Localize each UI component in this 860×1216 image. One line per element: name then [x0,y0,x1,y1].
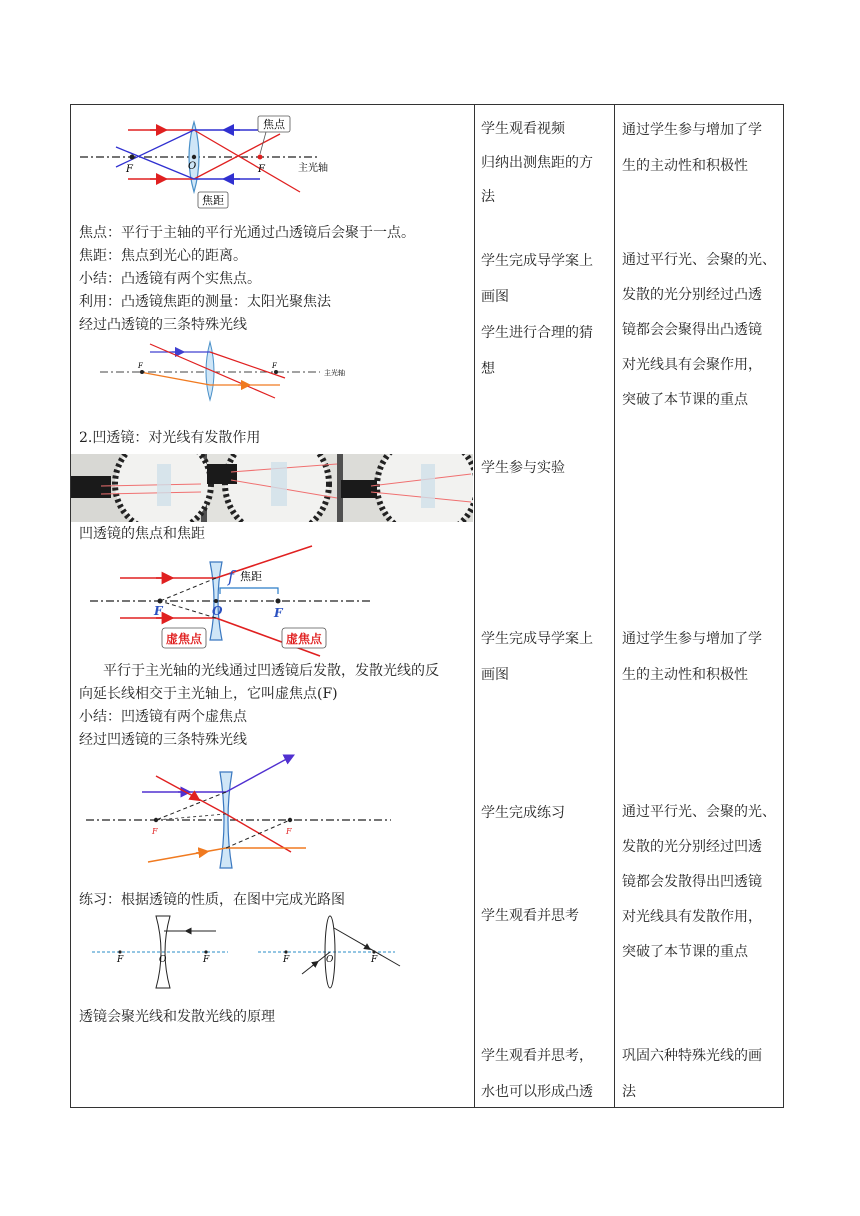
caption-concave-focus: 凹透镜的焦点和焦距 [79,526,205,542]
col2-r1-line: 学生观看视频 [481,121,565,137]
exercise-f3: F [283,955,290,965]
axis-label: 主光轴 [298,163,328,174]
focal-length-label: 焦距 [202,194,224,207]
f-symbol: f [228,567,234,586]
concave-rays-diagram [86,756,396,876]
convex-rays-diagram [100,340,360,402]
exercise-o1: O [159,955,167,965]
col2-r4 [481,621,593,693]
focus-label: 焦点 [263,118,285,131]
experiment-photo-art [71,454,473,522]
f-right-label: F [274,606,283,620]
para-summary2: 小结：凹透镜有两个虚焦点 [79,709,247,725]
f-right-label: F [258,164,265,175]
col3-r1-line: 生的主动性和积极性 [622,158,748,174]
col2-r6 [481,898,579,934]
para-virtual-focus-1: 平行于主光轴的光线通过凹透镜后发散，发散光线的反 [103,663,439,679]
para-three-rays-convex: 经过凸透镜的三条特殊光线 [79,317,247,333]
col3-r2-line: 镜都会会聚得出凸透镜 [622,322,762,338]
col2-r3 [481,450,565,486]
col3-r1-line: 通过学生参与增加了学 [622,122,762,138]
f-left-label: F [126,164,133,175]
column-divider-2 [614,105,615,1107]
o-label: O [212,604,223,618]
col3-r4-line: 突破了本节课的重点 [622,944,748,960]
col3-r3-line: 通过学生参与增加了学 [622,631,762,647]
f-left-label: F [154,604,163,618]
col3-r2-line: 发散的光分别经过凸透 [622,287,762,303]
experiment-photo-strip [71,454,473,522]
para-three-rays-concave: 经过凹透镜的三条特殊光线 [79,732,247,748]
col2-r2-line: 想 [481,361,495,377]
f-left-label: F [138,362,143,370]
exercise-f4: F [371,955,378,965]
col3-r2-line: 对光线具有会聚作用， [622,357,762,373]
col3-r5-line: 法 [622,1084,636,1100]
col2-r5-line: 学生完成练习 [481,805,565,821]
col3-r1 [622,112,762,184]
col2-r2-line: 学生进行合理的猜 [481,325,593,341]
col2-r1-line: 法 [481,189,495,205]
para-virtual-focus-2: 向延长线相交于主光轴上，它叫虚焦点(F) [79,686,338,702]
virtual-focus-left: 虚焦点 [165,632,203,646]
col3-r3-line: 生的主动性和积极性 [622,667,748,683]
col3-r3 [622,621,762,693]
para-exercise: 练习：根据透镜的性质，在图中完成光路图 [79,892,345,908]
exercise-diagrams [90,912,410,992]
col2-r1-line: 归纳出测焦距的方 [481,155,593,171]
col3-r5-line: 巩固六种特殊光线的画 [622,1048,762,1064]
col2-r2-line: 学生完成导学案上 [481,253,593,269]
col3-r2-line: 突破了本节课的重点 [622,392,748,408]
col2-r2 [481,243,593,387]
col3-r5 [622,1038,762,1110]
col2-r6-line: 学生观看并思考 [481,908,579,924]
f-right-label: F [286,827,292,836]
exercise-o2: O [326,955,334,965]
col2-r1 [481,112,593,214]
col2-r3-line: 学生参与实验 [481,460,565,476]
col3-r2-line: 通过平行光、会聚的光、 [622,252,776,268]
focal-length-label: 焦距 [240,570,262,583]
exercise-f2: F [203,955,210,965]
column-divider-1 [474,105,475,1107]
col2-r4-line: 画图 [481,667,509,683]
para-principle: 透镜会聚光线和发散光线的原理 [79,1009,275,1025]
col3-r4-line: 通过平行光、会聚的光、 [622,804,776,820]
col3-r4-line: 发散的光分别经过凹透 [622,839,762,855]
heading-concave: 2.凹透镜：对光线有发散作用 [79,430,261,446]
para-summary1: 小结：凸透镜有两个实焦点。 [79,271,261,287]
col3-r4-line: 镜都会发散得出凹透镜 [622,874,762,890]
para-use: 利用：凸透镜焦距的测量：太阳光聚焦法 [79,294,331,310]
concave-focus-diagram [90,544,380,660]
exercise-f1: F [117,955,124,965]
col2-r7 [481,1038,593,1110]
virtual-focus-right: 虚焦点 [285,632,323,646]
f-left-label: F [152,827,158,836]
col2-r7-line: 学生观看并思考， [481,1048,593,1064]
para-focus: 焦点：平行于主轴的平行光通过凸透镜后会聚于一点。 [79,225,415,241]
col3-r4 [622,795,776,970]
convex-focus-diagram [80,112,340,212]
col3-r4-line: 对光线具有发散作用， [622,909,762,925]
f-right-label: F [272,362,277,370]
col2-r7-line: 水也可以形成凸透 [481,1084,593,1100]
o-label: O [188,161,197,172]
para-focal-length: 焦距：焦点到光心的距离。 [79,248,247,264]
axis-label: 主光轴 [324,369,345,377]
col2-r5 [481,795,565,831]
col2-r4-line: 学生完成导学案上 [481,631,593,647]
col2-r2-line: 画图 [481,289,509,305]
col3-r2 [622,243,776,418]
